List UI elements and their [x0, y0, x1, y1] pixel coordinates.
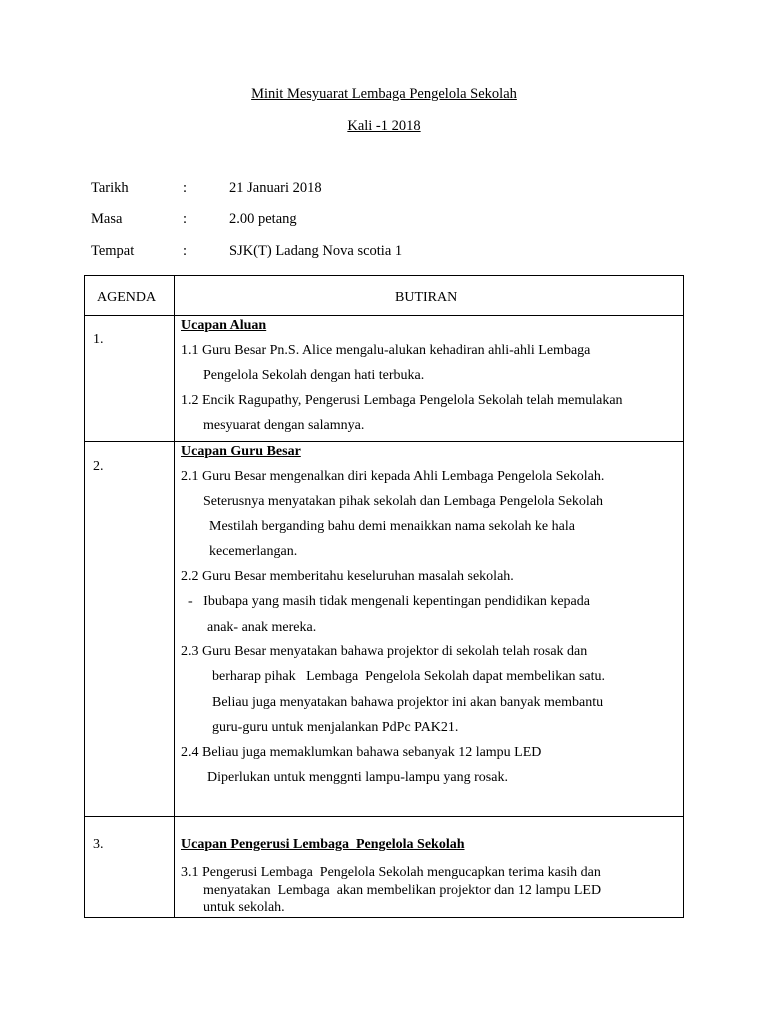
header-butiran: BUTIRAN — [395, 290, 458, 305]
row-line: 2.1 Guru Besar mengenalkan diri kepada Ahli Lembaga Pengelola Sekolah. — [181, 469, 605, 484]
meta-colon: : — [183, 243, 188, 259]
row-heading: Ucapan Aluan — [181, 318, 267, 333]
row-divider — [85, 315, 683, 316]
meta-label: Tarikh — [91, 180, 129, 196]
row-line: 2.4 Beliau juga memaklumkan bahawa sebanyak 12 lampu LED — [181, 745, 542, 760]
meta-colon: : — [183, 180, 188, 196]
row-line: mesyuarat dengan salamnya. — [203, 418, 365, 433]
row-line: menyatakan Lembaga akan membelikan projektor dan 12 lampu LED — [203, 883, 602, 898]
row-line: - Ibubapa yang masih tidak mengenali kepentingan pendidikan kepada — [188, 594, 590, 609]
header-agenda: AGENDA — [97, 290, 157, 305]
meta-value: 21 Januari 2018 — [229, 180, 322, 196]
row-number: 1. — [93, 332, 104, 347]
row-line: Mestilah berganding bahu demi menaikkan nama sekolah ke hala — [209, 519, 575, 534]
row-number: 3. — [93, 837, 104, 852]
meta-colon: : — [183, 211, 188, 227]
agenda-table — [84, 275, 684, 918]
row-line: Pengelola Sekolah dengan hati terbuka. — [203, 368, 425, 383]
row-line: berharap pihak Lembaga Pengelola Sekolah dapat membelikan satu. — [212, 669, 606, 684]
row-line: Diperlukan untuk menggnti lampu-lampu yang rosak. — [207, 770, 508, 785]
row-line: 2.3 Guru Besar menyatakan bahawa projektor di sekolah telah rosak dan — [181, 644, 588, 659]
column-divider — [174, 276, 175, 917]
meta-label: Masa — [91, 211, 123, 227]
document-title: Minit Mesyuarat Lembaga Pengelola Sekolah — [251, 86, 517, 102]
row-line: Beliau juga menyatakan bahawa projektor ini akan banyak membantu — [212, 695, 604, 710]
document-subtitle: Kali -1 2018 — [347, 118, 421, 134]
meta-value: 2.00 petang — [229, 211, 297, 227]
row-line: kecemerlangan. — [209, 544, 298, 559]
row-line: 2.2 Guru Besar memberitahu keseluruhan masalah sekolah. — [181, 569, 514, 584]
row-divider — [85, 441, 683, 442]
row-line: untuk sekolah. — [203, 900, 285, 915]
row-line: 3.1 Pengerusi Lembaga Pengelola Sekolah mengucapkan terima kasih dan — [181, 865, 601, 880]
row-heading: Ucapan Guru Besar — [181, 444, 301, 459]
row-line: Seterusnya menyatakan pihak sekolah dan Lembaga Pengelola Sekolah — [203, 494, 604, 509]
row-divider — [85, 816, 683, 817]
meta-value: SJK(T) Ladang Nova scotia 1 — [229, 243, 403, 259]
row-heading: Ucapan Pengerusi Lembaga Pengelola Sekolah — [181, 837, 465, 852]
row-line: 1.1 Guru Besar Pn.S. Alice mengalu-alukan kehadiran ahli-ahli Lembaga — [181, 343, 591, 358]
row-line: anak- anak mereka. — [207, 620, 317, 635]
row-number: 2. — [93, 459, 104, 474]
row-line: 1.2 Encik Ragupathy, Pengerusi Lembaga Pengelola Sekolah telah memulakan — [181, 393, 623, 408]
meta-label: Tempat — [91, 243, 135, 259]
row-line: guru-guru untuk menjalankan PdPc PAK21. — [212, 720, 459, 735]
